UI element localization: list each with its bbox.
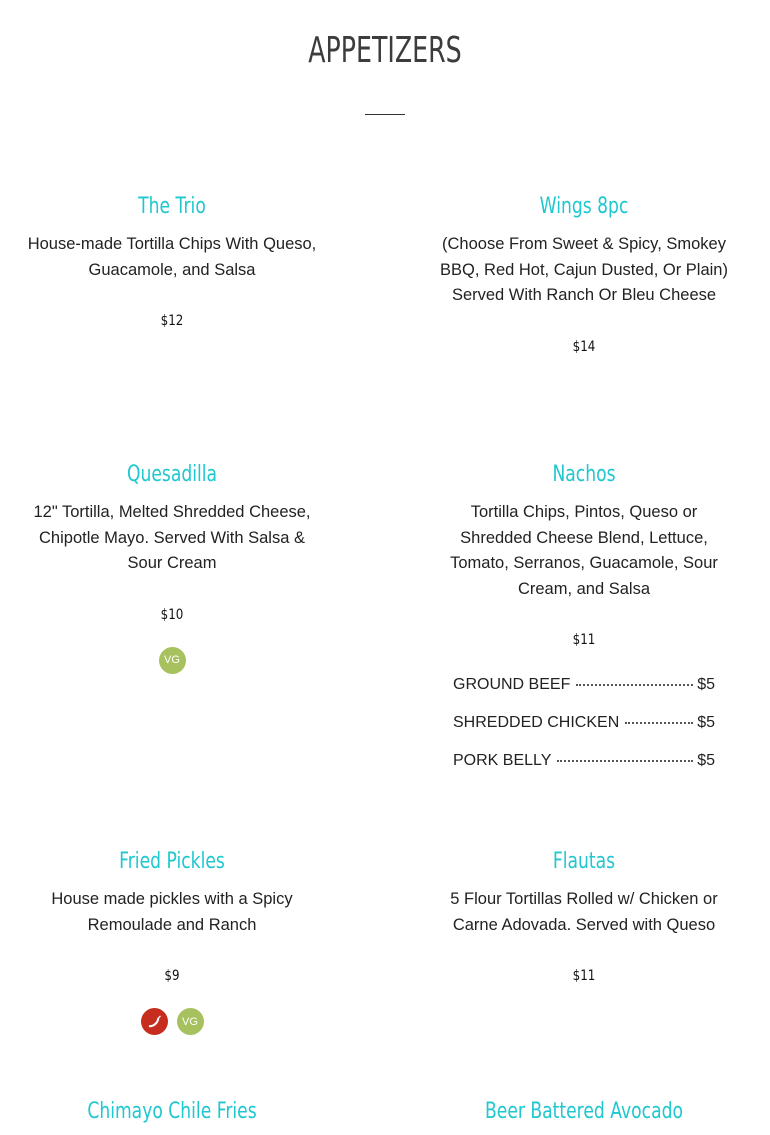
dot-leader: [557, 760, 693, 762]
dot-leader: [625, 722, 693, 724]
menu-item-fried-pickles: [22, 847, 322, 1035]
addon-price: $5: [697, 752, 715, 769]
addon-price: $5: [697, 714, 715, 731]
item-description: House-made Tortilla Chips With Queso, Guacamole, and Salsa: [27, 235, 317, 279]
menu-item-nachos: [434, 460, 734, 650]
item-name: Wings 8pc: [539, 194, 629, 219]
item-price: $12: [160, 313, 184, 329]
menu-item-beer-battered-avocado: [434, 1097, 734, 1127]
item-name: Fried Pickles: [119, 849, 225, 874]
item-name: Beer Battered Avocado: [484, 1099, 683, 1124]
addon-name: PORK BELLY: [453, 752, 552, 769]
item-name: Flautas: [552, 849, 616, 874]
menu-item-chimayo-chile-fries: [22, 1097, 322, 1127]
addon-price: $5: [697, 676, 715, 693]
dietary-badges: [22, 1008, 322, 1035]
menu-item-quesadilla: [22, 460, 322, 674]
nachos-addons: [453, 676, 715, 790]
menu-item-wings: [434, 192, 734, 357]
vg-badge-icon: VG: [159, 647, 186, 674]
item-name: Chimayo Chile Fries: [87, 1099, 257, 1124]
vg-badge-icon: VG: [177, 1008, 204, 1035]
menu-item-the-trio: [22, 192, 322, 331]
addon-name: SHREDDED CHICKEN: [453, 714, 620, 731]
chili-pepper-icon: [141, 1008, 168, 1035]
item-name: Quesadilla: [126, 462, 218, 487]
item-price: $10: [160, 606, 184, 623]
item-price: $11: [572, 632, 596, 648]
item-price: $11: [572, 968, 596, 984]
item-description: Tortilla Chips, Pintos, Queso or Shredded Cheese Blend, Lettuce, Tomato, Serranos, Guacamole, Sour Cream, and Salsa: [450, 503, 718, 598]
item-name: Nachos: [552, 462, 616, 487]
addon-row: [453, 752, 715, 790]
addon-row: [453, 714, 715, 752]
dietary-badges: [22, 647, 322, 674]
item-price: $9: [164, 968, 180, 984]
item-description: (Choose From Sweet & Spicy, Smokey BBQ, Red Hot, Cajun Dusted, Or Plain) Served With Ranch Or Bleu Cheese: [440, 235, 728, 304]
item-description: House made pickles with a Spicy Remoulade and Ranch: [51, 890, 293, 934]
dot-leader: [576, 684, 693, 686]
title-divider: [365, 114, 405, 115]
item-name: The Trio: [138, 194, 206, 219]
addon-name: GROUND BEEF: [453, 676, 571, 693]
addon-row: [453, 676, 715, 714]
item-description: 12" Tortilla, Melted Shredded Cheese, Chipotle Mayo. Served With Salsa & Sour Cream: [33, 503, 311, 572]
section-title: APPETIZERS: [308, 30, 462, 71]
item-price: $14: [572, 338, 596, 355]
item-description: 5 Flour Tortillas Rolled w/ Chicken or Carne Adovada. Served with Queso: [450, 890, 718, 934]
menu-item-flautas: [434, 847, 734, 986]
